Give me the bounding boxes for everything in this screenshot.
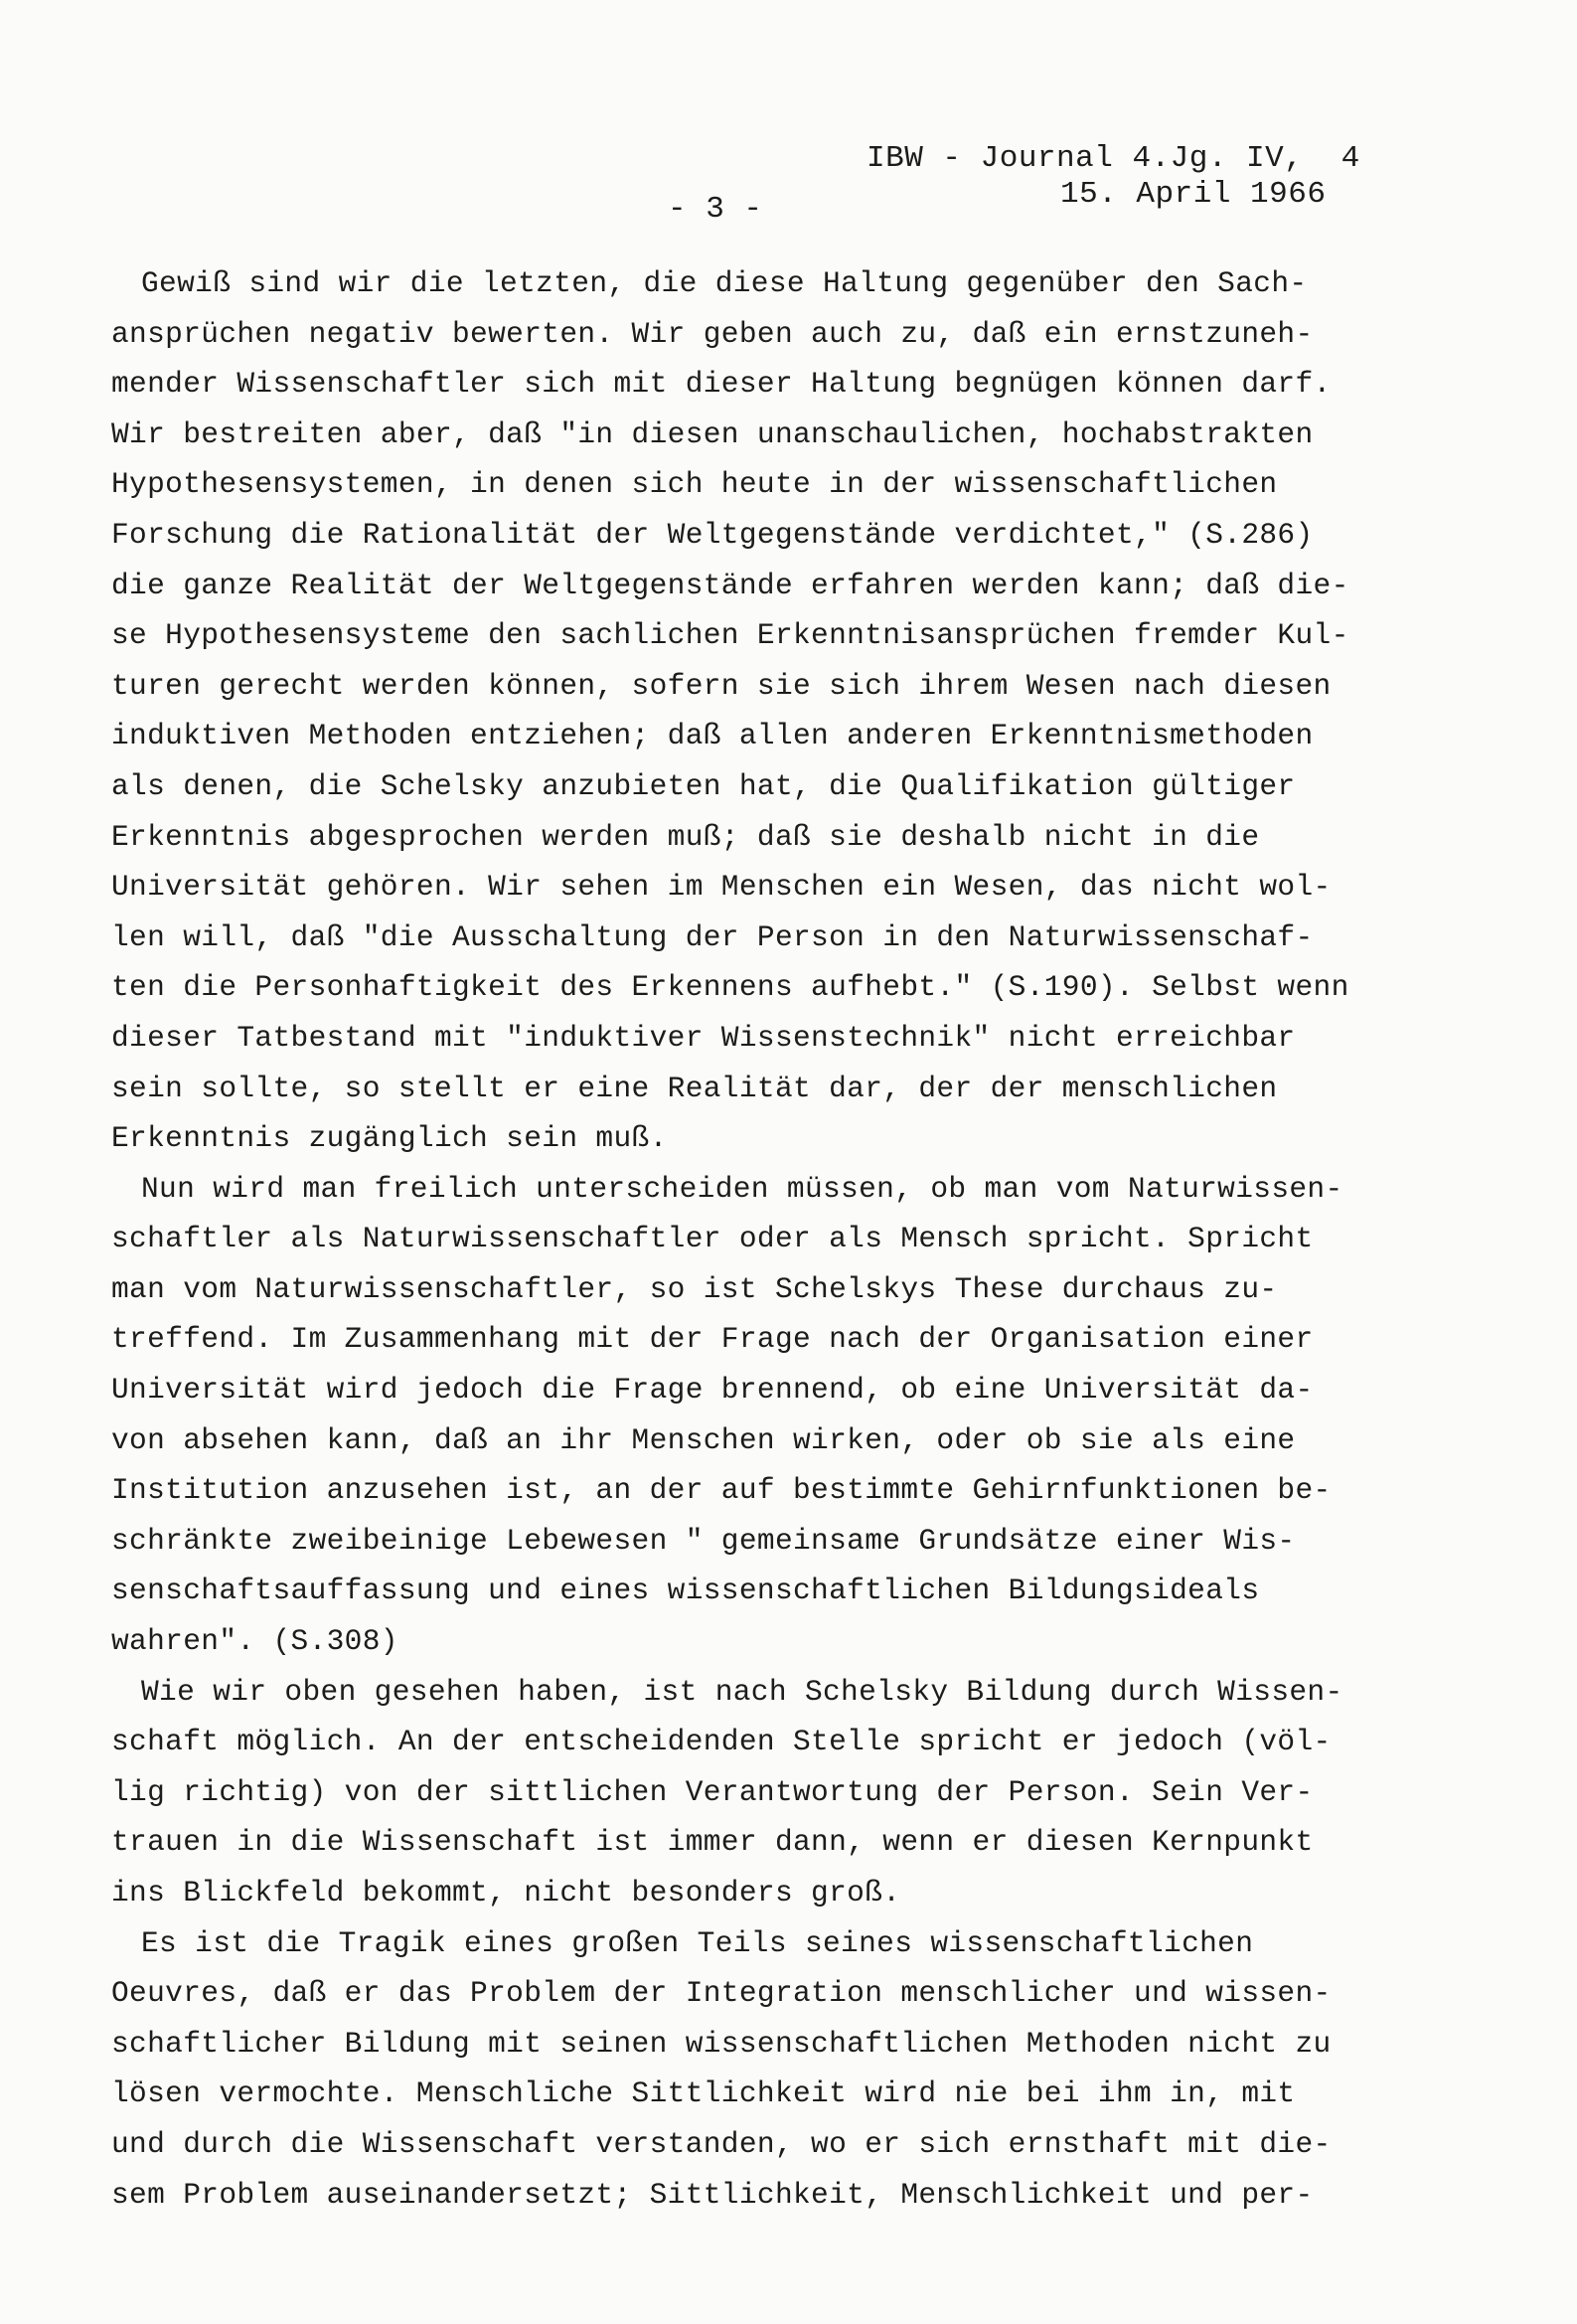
- issue-date: 15. April 1966: [1060, 177, 1327, 212]
- text-line: man vom Naturwissenschaftler, so ist Schelskys These durchaus zu-: [111, 1271, 1278, 1306]
- text-line: trauen in die Wissenschaft ist immer dann, wenn er diesen Kernpunkt: [111, 1825, 1314, 1860]
- text-line: ansprüchen negativ bewerten. Wir geben auch zu, daß ein ernstzuneh-: [111, 316, 1314, 351]
- text-line: Universität wird jedoch die Frage brennend, ob eine Universität da-: [111, 1373, 1314, 1408]
- text-line: mender Wissenschaftler sich mit dieser Haltung begnügen können darf.: [111, 367, 1332, 402]
- text-line: Erkenntnis zugänglich sein muß.: [111, 1121, 668, 1156]
- text-line: ins Blickfeld bekommt, nicht besonders groß.: [111, 1876, 901, 1909]
- text-line: Hypothesensystemen, in denen sich heute in der wissenschaftlichen: [111, 467, 1278, 502]
- text-line: Erkenntnis abgesprochen werden muß; daß sie deshalb nicht in die: [111, 819, 1260, 854]
- text-line: len will, daß "die Ausschaltung der Person in den Naturwissenschaf-: [111, 919, 1314, 954]
- text-line: schaftlicher Bildung mit seinen wissenschaftlichen Methoden nicht zu: [111, 2026, 1332, 2061]
- text-line: Universität gehören. Wir sehen im Menschen ein Wesen, das nicht wol-: [111, 870, 1332, 905]
- text-line: schaftler als Naturwissenschaftler oder als Mensch spricht. Spricht: [111, 1222, 1314, 1256]
- text-line: lig richtig) von der sittlichen Verantwortung der Person. Sein Ver-: [111, 1774, 1314, 1809]
- text-line: Forschung die Rationalität der Weltgegenstände verdichtet," (S.286): [111, 517, 1314, 552]
- text-line: sein sollte, so stellt er eine Realität dar, der der menschlichen: [111, 1071, 1278, 1105]
- text-line: lösen vermochte. Menschliche Sittlichkeit wird nie bei ihm in, mit: [111, 2076, 1296, 2111]
- text-line: Nun wird man freilich unterscheiden müssen, ob man vom Naturwissen-: [141, 1171, 1343, 1206]
- text-line: wahren". (S.308): [111, 1624, 398, 1659]
- text-line: Gewiß sind wir die letzten, die diese Haltung gegenüber den Sach-: [141, 266, 1308, 300]
- text-line: von absehen kann, daß an ihr Menschen wirken, oder ob sie als eine: [111, 1422, 1296, 1457]
- text-line: ten die Personhaftigkeit des Erkennens aufhebt." (S.190). Selbst wenn: [111, 970, 1349, 1005]
- text-line: turen gerecht werden können, sofern sie sich ihrem Wesen nach diesen: [111, 668, 1332, 703]
- text-line: schränkte zweibeinige Lebewesen " gemeinsame Grundsätze einer Wis-: [111, 1523, 1296, 1558]
- text-line: die ganze Realität der Weltgegenstände erfahren werden kann; daß die-: [111, 568, 1349, 602]
- text-line: Es ist die Tragik eines großen Teils seines wissenschaftlichen: [141, 1925, 1254, 1960]
- body-text: [111, 258, 1433, 2220]
- text-line: Institution anzusehen ist, an der auf bestimmte Gehirnfunktionen be-: [111, 1473, 1332, 1508]
- text-line: dieser Tatbestand mit "induktiver Wissenstechnik" nicht erreichbar: [111, 1020, 1296, 1055]
- text-line: se Hypothesensysteme den sachlichen Erkenntnisansprüchen fremder Kul-: [111, 618, 1349, 653]
- text-line: schaft möglich. An der entscheidenden Stelle spricht er jedoch (völ-: [111, 1725, 1332, 1759]
- text-line: sem Problem auseinandersetzt; Sittlichkeit, Menschlichkeit und per-: [111, 2177, 1314, 2212]
- text-line: als denen, die Schelsky anzubieten hat, die Qualifikation gültiger: [111, 768, 1296, 803]
- text-line: und durch die Wissenschaft verstanden, wo er sich ernsthaft mit die-: [111, 2126, 1332, 2161]
- text-line: senschaftsauffassung und eines wissenschaftlichen Bildungsideals: [111, 1574, 1260, 1608]
- page-number: - 3 -: [668, 192, 763, 227]
- journal-header: IBW - Journal 4.Jg. IV, 4: [867, 141, 1360, 176]
- text-line: Wir bestreiten aber, daß "in diesen unanschaulichen, hochabstrakten: [111, 416, 1314, 451]
- text-line: Oeuvres, daß er das Problem der Integration menschlicher und wissen-: [111, 1976, 1332, 2011]
- text-line: treffend. Im Zusammenhang mit der Frage nach der Organisation einer: [111, 1322, 1314, 1357]
- text-line: induktiven Methoden entziehen; daß allen anderen Erkenntnismethoden: [111, 719, 1314, 753]
- text-line: Wie wir oben gesehen haben, ist nach Schelsky Bildung durch Wissen-: [141, 1674, 1343, 1709]
